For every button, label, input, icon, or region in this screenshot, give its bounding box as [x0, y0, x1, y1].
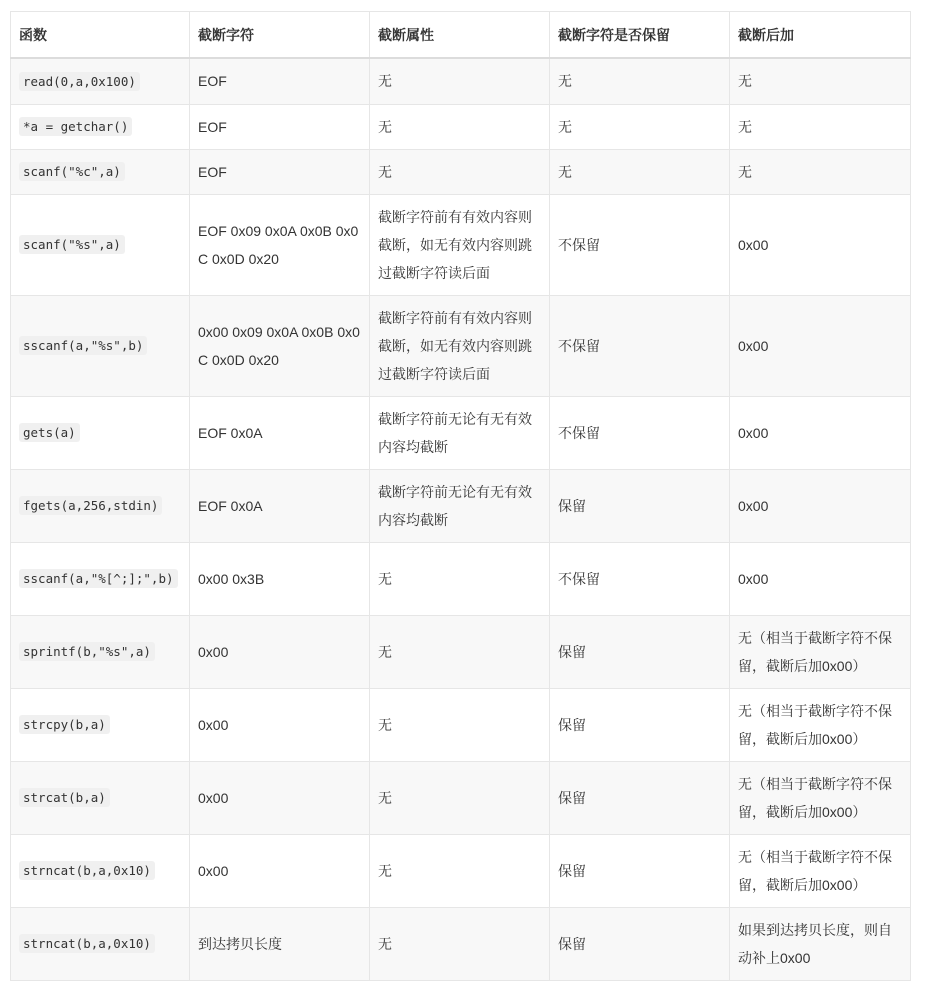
cell-appended: 0x00 [730, 396, 911, 469]
cell-appended: 0x00 [730, 469, 911, 542]
table-row [11, 149, 911, 194]
header-char-kept: 截断字符是否保留 [550, 12, 730, 59]
cell-appended: 0x00 [730, 194, 911, 295]
cell-truncate-property: 截断字符前有有效内容则截断，如无有效内容则跳过截断字符读后面 [370, 295, 550, 396]
cell-function [11, 615, 190, 688]
cell-appended: 无（相当于截断字符不保留，截断后加0x00） [730, 834, 911, 907]
function-code: strncat(b,a,0x10) [19, 861, 155, 880]
truncation-table [10, 11, 911, 981]
table-row [11, 104, 911, 149]
cell-truncate-property: 无 [370, 58, 550, 104]
function-code: sscanf(a,"%[^;];",b) [19, 569, 178, 588]
cell-appended: 无（相当于截断字符不保留，截断后加0x00） [730, 615, 911, 688]
cell-function [11, 907, 190, 980]
cell-truncate-property: 截断字符前无论有无有效内容均截断 [370, 396, 550, 469]
cell-truncate-chars: 0x00 [190, 761, 370, 834]
function-code: scanf("%s",a) [19, 235, 125, 254]
cell-truncate-chars: EOF [190, 149, 370, 194]
cell-truncate-property: 截断字符前有有效内容则截断，如无有效内容则跳过截断字符读后面 [370, 194, 550, 295]
cell-char-kept: 不保留 [550, 194, 730, 295]
header-appended: 截断后加 [730, 12, 911, 59]
function-code: fgets(a,256,stdin) [19, 496, 162, 515]
cell-char-kept: 保留 [550, 907, 730, 980]
cell-appended: 无 [730, 149, 911, 194]
function-code: scanf("%c",a) [19, 162, 125, 181]
cell-function [11, 761, 190, 834]
cell-function [11, 834, 190, 907]
table-body [11, 58, 911, 980]
table-row [11, 834, 911, 907]
cell-appended: 无（相当于截断字符不保留，截断后加0x00） [730, 688, 911, 761]
cell-char-kept: 无 [550, 58, 730, 104]
cell-appended: 无（相当于截断字符不保留，截断后加0x00） [730, 761, 911, 834]
cell-truncate-property: 无 [370, 907, 550, 980]
cell-function [11, 58, 190, 104]
cell-truncate-chars: 0x00 [190, 615, 370, 688]
table-header [11, 12, 911, 59]
truncation-table-container [10, 11, 910, 981]
cell-truncate-property: 无 [370, 834, 550, 907]
cell-truncate-chars: EOF 0x0A [190, 396, 370, 469]
cell-truncate-chars: EOF [190, 58, 370, 104]
table-row [11, 295, 911, 396]
cell-truncate-chars: EOF [190, 104, 370, 149]
cell-truncate-chars: 0x00 0x3B [190, 542, 370, 615]
cell-char-kept: 不保留 [550, 396, 730, 469]
cell-function [11, 688, 190, 761]
table-row [11, 542, 911, 615]
cell-truncate-property: 无 [370, 104, 550, 149]
cell-char-kept: 保留 [550, 834, 730, 907]
function-code: strncat(b,a,0x10) [19, 934, 155, 953]
function-code: strcpy(b,a) [19, 715, 110, 734]
cell-char-kept: 保留 [550, 615, 730, 688]
cell-truncate-property: 无 [370, 615, 550, 688]
cell-appended: 0x00 [730, 295, 911, 396]
function-code: strcat(b,a) [19, 788, 110, 807]
table-row [11, 615, 911, 688]
cell-char-kept: 保留 [550, 469, 730, 542]
cell-truncate-property: 无 [370, 688, 550, 761]
cell-char-kept: 不保留 [550, 295, 730, 396]
table-row [11, 58, 911, 104]
table-row [11, 396, 911, 469]
cell-appended: 0x00 [730, 542, 911, 615]
cell-function [11, 194, 190, 295]
cell-function [11, 104, 190, 149]
cell-appended: 无 [730, 104, 911, 149]
function-code: read(0,a,0x100) [19, 72, 140, 91]
cell-truncate-property: 无 [370, 542, 550, 615]
function-code: sscanf(a,"%s",b) [19, 336, 147, 355]
function-code: gets(a) [19, 423, 80, 442]
cell-function [11, 396, 190, 469]
cell-function [11, 295, 190, 396]
cell-truncate-chars: 到达拷贝长度 [190, 907, 370, 980]
header-function: 函数 [11, 12, 190, 59]
header-truncate-property: 截断属性 [370, 12, 550, 59]
table-row [11, 688, 911, 761]
cell-char-kept: 无 [550, 104, 730, 149]
cell-truncate-chars: EOF 0x0A [190, 469, 370, 542]
cell-truncate-property: 截断字符前无论有无有效内容均截断 [370, 469, 550, 542]
cell-function [11, 149, 190, 194]
cell-char-kept: 保留 [550, 688, 730, 761]
cell-truncate-chars: 0x00 [190, 688, 370, 761]
cell-truncate-chars: 0x00 [190, 834, 370, 907]
cell-truncate-chars: EOF 0x09 0x0A 0x0B 0x0C 0x0D 0x20 [190, 194, 370, 295]
cell-truncate-chars: 0x00 0x09 0x0A 0x0B 0x0C 0x0D 0x20 [190, 295, 370, 396]
cell-function [11, 469, 190, 542]
cell-appended: 无 [730, 58, 911, 104]
table-row [11, 469, 911, 542]
cell-function [11, 542, 190, 615]
function-code: sprintf(b,"%s",a) [19, 642, 155, 661]
header-truncate-chars: 截断字符 [190, 12, 370, 59]
cell-char-kept: 不保留 [550, 542, 730, 615]
function-code: *a = getchar() [19, 117, 132, 136]
header-row [11, 12, 911, 59]
cell-truncate-property: 无 [370, 149, 550, 194]
cell-char-kept: 保留 [550, 761, 730, 834]
cell-char-kept: 无 [550, 149, 730, 194]
table-row [11, 907, 911, 980]
cell-truncate-property: 无 [370, 761, 550, 834]
cell-appended: 如果到达拷贝长度，则自动补上0x00 [730, 907, 911, 980]
table-row [11, 194, 911, 295]
table-row [11, 761, 911, 834]
